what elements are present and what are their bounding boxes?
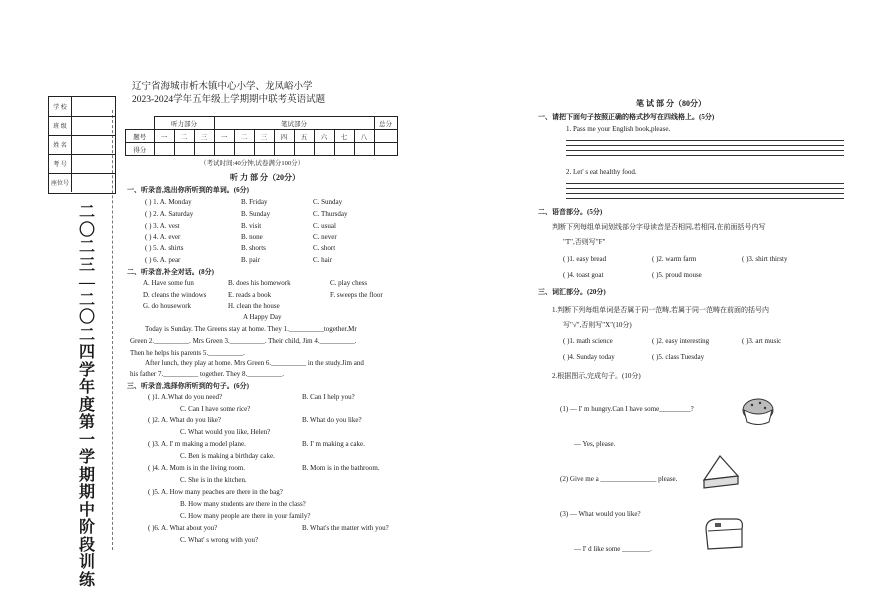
info-row-name <box>49 135 115 155</box>
dialog-3: (3) — What would you like? <box>560 510 641 518</box>
q2-title: 二、语音部分。(5分) <box>538 208 603 216</box>
s1-item-b: B. Friday <box>241 198 268 206</box>
q2-item: ( )1. easy bread <box>563 255 607 263</box>
s1-item-b: B. shorts <box>241 244 266 252</box>
q1-sentence1: 1. Pass me your English book,please. <box>566 125 671 133</box>
passage-line: Today is Sunday. The Greens stay at home. They 1.__________together.Mr <box>145 325 357 333</box>
q3-item: ( )3. art music <box>742 337 782 345</box>
q3-instruction: 1.判断下列每组单词是否属于同一范畴,若属于同一范畴在前面的括号内 <box>552 306 769 314</box>
s3-option-c: C. She is in the kitchen. <box>180 476 247 484</box>
s1-item-c: C. hair <box>313 256 333 264</box>
info-label: 考 号 <box>49 154 72 173</box>
s2-option: D. cleans the windows <box>143 291 207 299</box>
bread-icon <box>700 513 746 553</box>
s3-option-b: B. I' m making a cake. <box>302 440 365 448</box>
q2-instruction: 判断下列每组单词划线部分字母读音是否相同,若相同,在前面括号内写 <box>552 223 766 231</box>
passage-line: his father 7.__________ together. They 8.__________. <box>130 370 285 378</box>
dialog-3-reply: — I' d like some ________. <box>574 545 652 553</box>
four-line-grid <box>566 198 844 199</box>
info-label: 班 级 <box>49 116 72 135</box>
info-label: 姓 名 <box>49 135 72 154</box>
q2-item: ( )3. shirt thirsty <box>742 255 788 263</box>
s1-item-b: B. visit <box>241 222 262 230</box>
s3-option-c: C. Ben is making a birthday cake. <box>180 452 275 460</box>
section3-title: 三、听录音,选择你所听到的句子。(6分) <box>127 382 249 390</box>
q3-item: ( )2. easy interesting <box>652 337 710 345</box>
four-line-grid <box>566 155 844 156</box>
s1-item-c: C. usual <box>313 222 336 230</box>
s3-option-b: B. Can I help you? <box>302 393 355 401</box>
dialog-1: (1) — I' m hungry.Can I have some_________? <box>560 405 694 413</box>
s1-item-a: ( ) 3. A. vest <box>145 222 180 230</box>
dialog-2: (2) Give me a ________________ please. <box>560 475 678 483</box>
s2-option: F. sweeps the floor <box>330 291 383 299</box>
score-col: 五 <box>294 130 314 143</box>
score-col: 四 <box>274 130 294 143</box>
score-row-label: 题号 <box>126 130 155 143</box>
q3-item: ( )4. Sunday today <box>563 353 615 361</box>
info-label: 座位号 <box>49 173 72 192</box>
s3-option-c: C. What would you like, Helen? <box>180 428 271 436</box>
s1-item-a: ( ) 6. A. pear <box>145 256 181 264</box>
s1-item-a: ( ) 4. A. ever <box>145 233 181 241</box>
q2-instruction: "T",否则写"F" <box>563 238 606 246</box>
q3-instruction: 写"√",否则写"X"(10分) <box>563 321 632 329</box>
info-row-class <box>49 116 115 136</box>
passage-line: Green 2.__________. Mrs Green 3.__________. Their child, Jim 4.__________. <box>130 337 357 345</box>
s3-option-c: C. How many people are there in your family? <box>180 512 311 520</box>
q3-title: 三、词汇部分。(20分) <box>538 288 606 296</box>
score-label: 得分 <box>126 143 155 156</box>
s1-item-b: B. pair <box>241 256 261 264</box>
section2-title: 二、听录音,补全对话。(8分) <box>127 268 214 276</box>
s1-item-a: ( ) 5. A. shirts <box>145 244 184 252</box>
exam-title-line2: 2023-2024学年五年级上学期期中联考英语试题 <box>132 95 326 105</box>
s1-item-a: ( ) 2. A. Saturday <box>145 210 194 218</box>
info-row-school <box>49 97 115 117</box>
s2-option: B. does his homework <box>228 279 291 287</box>
s2-option: H. clean the house <box>228 302 280 310</box>
passage-line: Then he helps his parents 5.__________. <box>130 349 245 357</box>
q1-sentence2: 2. Let' s eat healthy food. <box>566 168 637 176</box>
s3-option-a: ( )5. A. How many peaches are there in the bag? <box>148 488 283 496</box>
score-col: 三 <box>254 130 274 143</box>
score-col: 六 <box>314 130 334 143</box>
s3-option-a: ( )3. A. I' m making a model plane. <box>148 440 246 448</box>
s1-item-c: C. short <box>313 244 336 252</box>
score-head-written: 笔试部分 <box>214 117 374 130</box>
dialog-1-reply: — Yes, please. <box>574 440 616 448</box>
s2-option: A. Have some fun <box>143 279 194 287</box>
score-col: 二 <box>234 130 254 143</box>
passage-title: A Happy Day <box>243 313 282 321</box>
written-header: 笔 试 部 分（80分） <box>636 99 706 108</box>
s3-option-b: B. Mom is in the bathroom. <box>302 464 380 472</box>
s3-option-c: C. Can I have some rice? <box>180 405 251 413</box>
s3-option-a: ( )6. A. What about you? <box>148 524 218 532</box>
rice-bowl-icon <box>738 396 778 428</box>
listening-header: 听 力 部 分（20分） <box>230 173 300 182</box>
q2-item: ( )2. warm farm <box>652 255 697 263</box>
four-line-grid <box>566 188 844 189</box>
score-table <box>125 116 398 156</box>
score-head-listening: 听力部分 <box>154 117 214 130</box>
q2-item: ( )4. toast goat <box>563 271 604 279</box>
exam-title-line1: 辽宁省海城市析木镇中心小学、龙凤峪小学 <box>132 82 313 92</box>
sandwich-icon <box>700 450 742 494</box>
score-col: 三 <box>194 130 214 143</box>
four-line-grid <box>566 140 844 141</box>
s2-option: C. play chess <box>330 279 368 287</box>
q1-title: 一、请把下面句子按照正确的格式抄写在四线格上。(5分) <box>538 113 715 121</box>
four-line-grid <box>566 183 844 184</box>
q3-item: ( )5. class Tuesday <box>652 353 705 361</box>
s1-item-b: B. Sunday <box>241 210 271 218</box>
s1-item-b: B. none <box>241 233 263 241</box>
info-row-seat <box>49 173 115 192</box>
q2-item: ( )5. proud mouse <box>652 271 702 279</box>
s2-option: E. reads a book <box>228 291 272 299</box>
s3-option-a: ( )1. A.What do you need? <box>148 393 223 401</box>
s3-option-b: B. What do you like? <box>302 416 362 424</box>
four-line-grid <box>566 193 844 194</box>
section1-title: 一、听录音,选出你所听到的单词。(6分) <box>127 186 249 194</box>
score-col: 一 <box>154 130 174 143</box>
score-col: 七 <box>334 130 354 143</box>
q3-item: ( )1. math science <box>563 337 613 345</box>
score-col: 二 <box>174 130 194 143</box>
s1-item-c: C. Thursday <box>313 210 348 218</box>
info-row-number <box>49 154 115 174</box>
info-label: 学 校 <box>49 97 72 116</box>
s1-item-a: ( ) 1. A. Monday <box>145 198 192 206</box>
score-col: 一 <box>214 130 234 143</box>
s3-option-c: C. What' s wrong with you? <box>180 536 259 544</box>
s1-item-c: C. Sunday <box>313 198 343 206</box>
s1-item-c: C. never <box>313 233 337 241</box>
s3-option-a: ( )4. A. Mom is in the living room. <box>148 464 246 472</box>
exam-time-note: （考试时间:40分钟,试卷满分100分） <box>200 160 305 167</box>
s2-option: G. do housework <box>143 302 192 310</box>
q3-sub2: 2.根据图示,完成句子。(10分) <box>552 372 641 380</box>
score-head-total: 总分 <box>374 117 397 130</box>
s3-option-a: ( )2. A. What do you like? <box>148 416 221 424</box>
score-col: 八 <box>354 130 374 143</box>
four-line-grid <box>566 145 844 146</box>
s3-option-b: B. How many students are there in the class? <box>180 500 306 508</box>
s3-option-b: B. What's the matter with you? <box>302 524 389 532</box>
four-line-grid <box>566 150 844 151</box>
passage-line: After lunch, they play at home. Mrs Green 6.__________ in the study.Jim and <box>145 359 364 367</box>
vertical-exam-title: 二〇二三—二〇二四学年度第一学期期中阶段训练 <box>78 204 95 589</box>
student-info-table <box>48 96 116 194</box>
